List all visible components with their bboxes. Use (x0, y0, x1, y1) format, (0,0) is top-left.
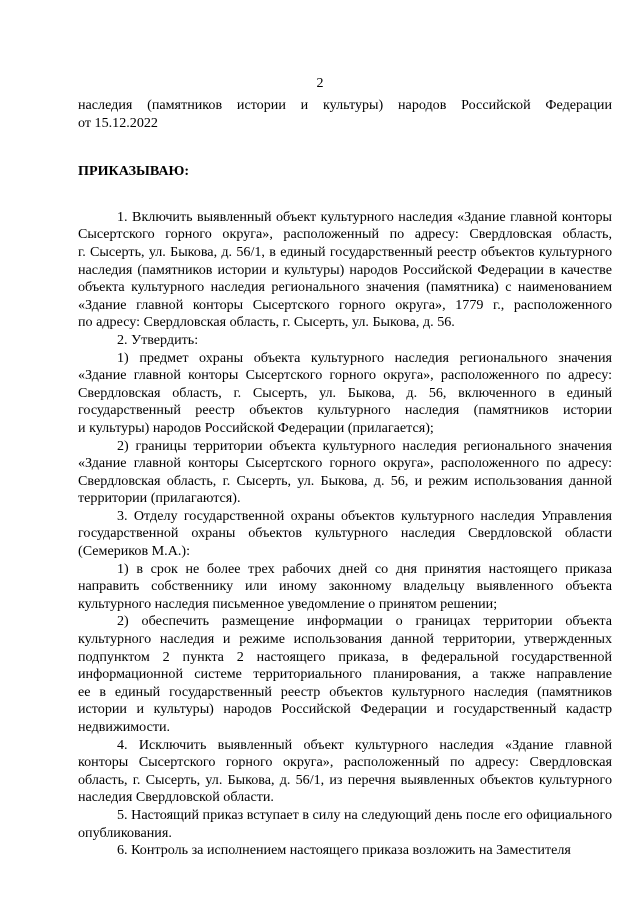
text-line: 1. Включить выявленный объект культурного наследия «Здание главной конторы (117, 208, 612, 225)
text-line: наследия Свердловской области. (78, 789, 274, 806)
text-line: Сысертского горного округа», расположенный по адресу: Свердловская область, (78, 226, 612, 243)
text-line: конторы Сысертского горного округа», расположенный по адресу: Свердловская (78, 754, 612, 771)
text-line: «Здание главной конторы Сысертского горного округа», 1779 г., расположенного (78, 296, 612, 313)
text-line: наследия (памятников истории и культуры) народов Российской Федерации в качестве (78, 261, 612, 278)
paragraph (78, 737, 612, 807)
paragraph (78, 350, 612, 438)
text-line: «Здание главной конторы Сысертского горного округа», расположенного по адресу: (78, 367, 612, 384)
text-line: по адресу: Свердловская область, г. Сысерть, ул. Быкова, д. 56. (78, 314, 455, 331)
text-line: направить собственнику или иному законному владельцу выявленного объекта (78, 578, 612, 595)
text-line: опубликования. (78, 824, 172, 841)
intro-text (78, 97, 612, 132)
paragraph (78, 807, 612, 842)
document-body (78, 97, 612, 860)
paragraph (78, 842, 612, 860)
text-line: (Семериков М.А.): (78, 543, 191, 560)
text-line: г. Сысерть, ул. Быкова, д. 56/1, в единый государственный реестр объектов культурного (78, 243, 612, 260)
text-line: наследия (памятников истории и культуры) народов Российской Федерации (78, 97, 612, 113)
text-line: культурного наследия письменное уведомление о принятом решении; (78, 595, 498, 612)
text-line: объекта культурного наследия регионального значения (памятника) с наименованием (78, 279, 612, 296)
paragraph (78, 561, 612, 614)
paragraph (78, 613, 612, 736)
text-line: недвижимости. (78, 719, 171, 735)
text-line: Свердловская область, г. Сысерть, ул. Быкова, д. 56, включенного в единый (78, 384, 612, 401)
text-line: информационной системе территориального планирования, а также направление (78, 666, 612, 683)
text-line: ее в единый государственный реестр объектов культурного наследия (памятников (78, 683, 612, 700)
text-line: 1) в срок не более трех рабочих дней со дня принятия настоящего приказа (117, 560, 612, 577)
text-line: 2. Утвердить: (117, 331, 199, 348)
text-line: 2) обеспечить размещение информации о границах территории объекта (117, 613, 612, 630)
text-line: 5. Настоящий приказ вступает в силу на следующий день после его официального (117, 806, 612, 823)
text-line: и культуры) народов Российской Федерации (прилагается); (78, 419, 434, 436)
order-heading: ПРИКАЗЫВАЮ: (78, 163, 190, 180)
text-line: 4. Исключить выявленный объект культурного наследия «Здание главной (117, 736, 612, 753)
text-line: область, г. Сысерть, ул. Быкова, д. 56/1, из перечня выявленных объектов культурного (78, 771, 612, 788)
text-line: подпунктом 2 пункта 2 настоящего приказа, в федеральной государственной (78, 648, 612, 665)
paragraph (78, 508, 612, 561)
paragraph (78, 332, 612, 350)
order-paragraphs (78, 209, 612, 860)
text-line: 2) границы территории объекта культурного наследия регионального значения (117, 437, 612, 454)
text-line: Свердловская область, г. Сысерть, ул. Быкова, д. 56, и режим использования данной (78, 472, 612, 489)
paragraph (78, 209, 612, 332)
text-line: культурного наследия и режиме использования данной территории, утвержденных (78, 631, 612, 648)
text-line: 3. Отделу государственной охраны объектов культурного наследия Управления (117, 507, 612, 524)
text-line: 1) предмет охраны объекта культурного наследия регионального значения (117, 349, 612, 366)
text-line: государственной охраны объектов культурного наследия Свердловской области (78, 525, 612, 542)
text-line: истории и культуры) народов Российской Федерации и государственный кадастр (78, 701, 612, 718)
text-line: от 15.12.2022 (78, 114, 158, 131)
paragraph (78, 438, 612, 508)
page-number: 2 (316, 76, 324, 91)
text-line: территории (прилагаются). (78, 490, 241, 507)
text-line: государственный реестр объектов культурного наследия (памятников истории (78, 402, 612, 419)
text-line: «Здание главной конторы Сысертского горного округа», расположенного по адресу: (78, 455, 612, 472)
text-line: 6. Контроль за исполнением настоящего приказа возложить на Заместителя (117, 842, 571, 859)
